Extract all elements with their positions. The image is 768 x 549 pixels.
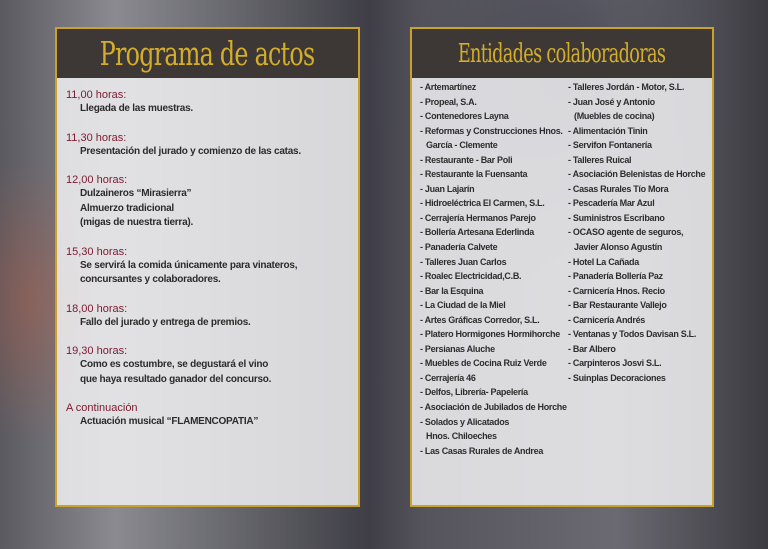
event-description: Como es costumbre, se degustará el vino <box>80 359 269 370</box>
event-time: 15,30 horas: <box>66 245 128 258</box>
sponsor-item: Javier Alonso Agustín <box>574 242 663 253</box>
event-description: Dulzaineros “Mirasierra” <box>80 188 192 199</box>
sponsor-item: - Artes Gráficas Corredor, S.L. <box>420 314 540 325</box>
sponsor-item: - Panadería Calvete <box>420 242 498 253</box>
event-time: 18,00 horas: <box>66 302 128 315</box>
event-item <box>66 245 358 288</box>
event-description: (migas de nuestra tierra). <box>80 217 193 228</box>
sponsor-item: - Hidroeléctrica El Carmen, S.L. <box>420 198 545 209</box>
sponsor-item: - Platero Hormigones Hormihorche <box>420 329 560 340</box>
event-list <box>57 78 358 430</box>
sponsor-item: - Solados y Alicatados <box>420 416 510 427</box>
sponsor-item: - Bar Restaurante Vallejo <box>568 300 667 311</box>
entidades-title: Entidades colaboradoras <box>458 38 666 69</box>
sponsor-item: - La Ciudad de la Miel <box>420 300 506 311</box>
sponsor-item: - Artemartínez <box>420 82 476 92</box>
sponsor-item: - Talleres Juan Carlos <box>420 256 507 267</box>
event-item <box>66 401 358 430</box>
programa-header <box>57 29 358 78</box>
entidades-header <box>412 29 712 78</box>
sponsor-item: - Juan Lajarín <box>420 183 475 194</box>
sponsor-item: - Casas Rurales Tío Mora <box>568 183 669 194</box>
event-item <box>66 344 358 387</box>
sponsor-item: - Muebles de Cocina Ruiz Verde <box>420 358 547 369</box>
event-description: Presentación del jurado y comienzo de las catas. <box>80 145 301 157</box>
programa-title: Programa de actos <box>100 34 315 73</box>
sponsor-item: - Restaurante - Bar Poli <box>420 154 513 165</box>
sponsor-item: - Pescadería Mar Azul <box>568 198 655 209</box>
sponsor-item: - Bollería Artesana Ederlinda <box>420 227 535 238</box>
sponsor-item: - Contenedores Layna <box>420 111 509 122</box>
sponsor-item: - Asociación Belenistas de Horche <box>568 169 706 180</box>
sponsor-item: - OCASO agente de seguros, <box>568 227 684 238</box>
event-description: Se servirá la comida únicamente para vinateros, <box>80 259 298 271</box>
sponsor-item: - Cerrajería Hermanos Parejo <box>420 212 536 223</box>
event-description: Llegada de las muestras. <box>80 103 193 114</box>
sponsor-item: - Hotel La Cañada <box>568 256 639 267</box>
sponsor-item: - Delfos, Librería- Papelería <box>420 387 528 398</box>
sponsor-column-2 <box>568 80 705 458</box>
sponsor-item: - Talleres Ruical <box>568 154 632 165</box>
sponsor-item: - Panadería Bollería Paz <box>568 271 663 282</box>
event-item <box>66 88 358 117</box>
sponsor-item: - Restaurante la Fuensanta <box>420 169 528 180</box>
event-description: concursantes y colaboradores. <box>80 274 221 285</box>
sponsor-item: - Suinplas Decoraciones <box>568 372 666 383</box>
event-description: que haya resultado ganador del concurso. <box>80 373 272 385</box>
sponsor-item: - Bar Albero <box>568 343 616 354</box>
sponsor-item: - Suministros Escribano <box>568 212 665 223</box>
event-time: 12,00 horas: <box>66 174 128 186</box>
event-time: 19,30 horas: <box>66 345 128 357</box>
event-time: 11,30 horas: <box>66 131 127 144</box>
programa-panel <box>55 27 360 507</box>
sponsor-item: - Alimentación Tinin <box>568 125 648 136</box>
event-item <box>66 131 358 160</box>
sponsor-item: - Roalec Electricidad,C.B. <box>420 271 522 282</box>
event-item <box>66 302 358 331</box>
event-description: Almuerzo tradicional <box>80 202 174 214</box>
sponsor-item: - Bar la Esquina <box>420 285 484 296</box>
sponsor-item: Hnos. Chiloeches <box>426 431 497 442</box>
sponsor-item: (Muebles de cocina) <box>574 111 655 122</box>
sponsor-item: - Carpinteros Josvi S.L. <box>568 358 662 369</box>
sponsor-item: - Propeal, S.A. <box>420 96 477 107</box>
sponsor-item: - Cerrajería 46 <box>420 372 476 383</box>
sponsor-item: - Persianas Aluche <box>420 343 495 354</box>
sponsor-column-1 <box>420 80 568 458</box>
sponsor-item: García - Clemente <box>426 140 498 151</box>
sponsor-item: - Las Casas Rurales de Andrea <box>420 445 544 456</box>
sponsor-item: - Carnicería Hnos. Recio <box>568 285 665 296</box>
event-time: 11,00 horas: <box>66 89 127 101</box>
sponsor-item: - Reformas y Construcciones Hnos. <box>420 125 563 136</box>
event-time: A continuación <box>66 402 138 414</box>
sponsor-item: - Juan José y Antonio <box>568 96 655 107</box>
event-description: Actuación musical “FLAMENCOPATIA” <box>80 416 259 427</box>
sponsor-item: - Ventanas y Todos Davisan S.L. <box>568 329 697 340</box>
sponsor-item: - Talleres Jordán - Motor, S.L. <box>568 82 685 92</box>
event-description: Fallo del jurado y entrega de premios. <box>80 316 251 328</box>
sponsor-item: - Servifon Fontanería <box>568 140 652 151</box>
sponsor-item: - Carnicería Andrés <box>568 314 645 325</box>
event-item <box>66 173 358 231</box>
sponsor-item: - Asociación de Jubilados de Horche <box>420 402 567 413</box>
entidades-panel <box>410 27 714 507</box>
